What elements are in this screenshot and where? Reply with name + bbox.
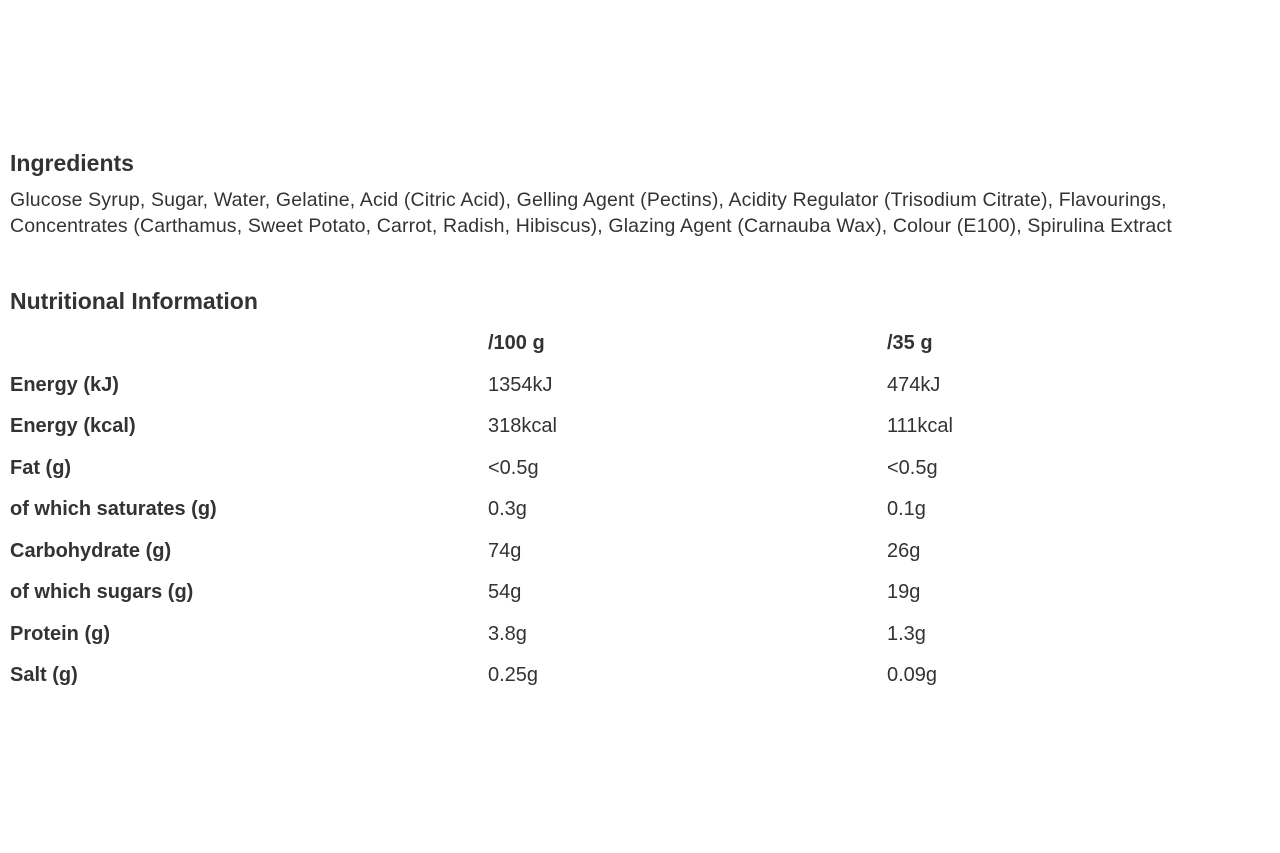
value-per-100g: 318kcal <box>488 415 557 437</box>
value-per-35g: 26g <box>887 539 921 562</box>
table-row <box>10 615 1270 657</box>
value-per-100g: <0.5g <box>488 456 539 479</box>
nutrient-label: Fat (g) <box>10 456 72 479</box>
value-per-35g: 0.09g <box>887 664 938 686</box>
value-per-35g: 0.1g <box>887 498 926 520</box>
column-header-per-35g: /35 g <box>887 332 933 354</box>
value-per-100g: 0.3g <box>488 498 527 520</box>
nutrition-heading: Nutritional Information <box>10 288 258 314</box>
nutrient-label: Energy (kJ) <box>10 373 119 396</box>
nutrient-label: of which sugars (g) <box>10 581 194 603</box>
value-per-100g: 74g <box>488 539 522 562</box>
value-per-100g: 54g <box>488 581 522 603</box>
table-row <box>10 656 1270 698</box>
value-per-35g: 474kJ <box>887 373 941 396</box>
nutrition-table-header <box>10 324 1270 366</box>
value-per-35g: 1.3g <box>887 622 926 645</box>
nutrient-label: of which saturates (g) <box>10 498 217 520</box>
value-per-35g: <0.5g <box>887 456 938 479</box>
nutrient-label: Protein (g) <box>10 622 110 645</box>
nutrient-label: Salt (g) <box>10 664 78 686</box>
nutrient-label: Carbohydrate (g) <box>10 539 172 562</box>
column-header-per-100g: /100 g <box>488 332 545 354</box>
ingredients-list: Glucose Syrup, Sugar, Water, Gelatine, Acid (Citric Acid), Gelling Agent (Pectins), Acidity Regulator (Trisodium Citrate), Flavourings, Concentrates (Carthamus, Sweet Potato, Carrot, Radish, Hibiscus), Glazing Agent (Carnauba Wax), Colour (E100), Spirulina Extract <box>10 189 1172 237</box>
table-row <box>10 366 1270 408</box>
table-row <box>10 407 1270 449</box>
value-per-35g: 19g <box>887 581 921 603</box>
table-row <box>10 532 1270 574</box>
table-row <box>10 573 1270 615</box>
value-per-100g: 1354kJ <box>488 373 553 396</box>
ingredients-heading: Ingredients <box>10 150 134 176</box>
nutrient-label: Energy (kcal) <box>10 415 136 437</box>
value-per-100g: 0.25g <box>488 664 539 686</box>
value-per-100g: 3.8g <box>488 622 527 645</box>
table-row <box>10 449 1270 491</box>
nutrition-table <box>10 324 1270 698</box>
table-row <box>10 490 1270 532</box>
value-per-35g: 111kcal <box>887 415 953 437</box>
